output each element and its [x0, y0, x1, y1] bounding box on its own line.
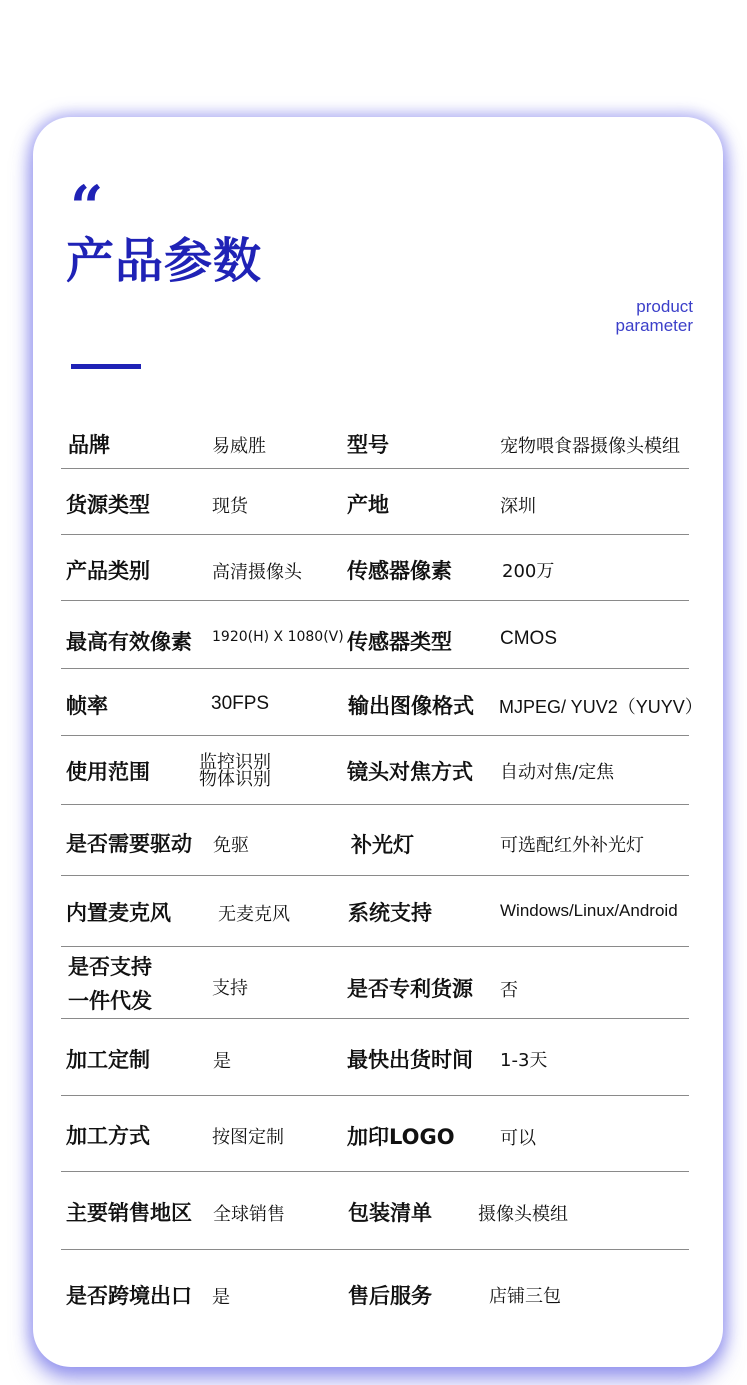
param-key: 是否专利货源: [347, 977, 473, 1001]
param-key: 加工方式: [66, 1124, 150, 1148]
row-divider: [61, 735, 689, 736]
param-key: 传感器像素: [347, 559, 452, 583]
param-key: 是否跨境出口: [66, 1284, 192, 1308]
param-value: 店铺三包: [489, 1286, 561, 1307]
row-divider: [61, 804, 689, 805]
param-value: 摄像头模组: [478, 1204, 568, 1225]
subtitle-line: product: [636, 297, 693, 316]
param-value: CMOS: [500, 628, 557, 649]
param-value-line: 物体识别: [199, 769, 271, 790]
param-value: MJPEG/ YUV2（YUYV）: [499, 697, 703, 717]
param-value: 可选配红外补光灯: [500, 835, 644, 856]
param-key: 使用范围: [66, 760, 150, 784]
row-divider: [61, 668, 689, 669]
param-key: 主要销售地区: [66, 1201, 192, 1225]
param-key: 产品类别: [66, 559, 150, 583]
param-key: 帧率: [66, 694, 108, 718]
param-value: 无麦克风: [218, 904, 290, 925]
page-title: 产品参数: [66, 233, 263, 289]
param-value: 30FPS: [211, 693, 270, 714]
row-divider: [61, 1171, 689, 1172]
param-key: 系统支持: [348, 901, 432, 925]
param-value: 深圳: [500, 496, 536, 517]
param-value: 200万: [502, 561, 555, 582]
row-divider: [61, 946, 689, 947]
param-value: [199, 754, 271, 788]
param-key: 售后服务: [348, 1284, 432, 1308]
param-value: 免驱: [213, 835, 249, 856]
param-value: 1-3天: [500, 1050, 548, 1071]
param-value-line: 监控识别: [199, 752, 271, 773]
param-key: 货源类型: [66, 493, 150, 517]
param-value: 易威胜: [212, 436, 266, 457]
param-key: 输出图像格式: [348, 694, 474, 718]
param-value: Windows/Linux/Android: [500, 901, 678, 920]
row-divider: [61, 468, 689, 469]
param-key: 产地: [347, 493, 389, 517]
title-underline: [71, 364, 141, 369]
param-value: 支持: [212, 978, 248, 999]
param-value: 现货: [212, 496, 248, 517]
param-value: 否: [500, 980, 518, 1001]
param-key: 加印LOGO: [347, 1125, 455, 1149]
param-value: 宠物喂食器摄像头模组: [500, 436, 680, 457]
param-value: 自动对焦/定焦: [500, 762, 615, 783]
row-divider: [61, 1018, 689, 1019]
param-key: 传感器类型: [347, 630, 452, 654]
param-key: 包装清单: [348, 1201, 432, 1225]
param-key: 内置麦克风: [66, 901, 171, 925]
param-value: 全球销售: [213, 1204, 285, 1225]
param-key: 加工定制: [66, 1048, 150, 1072]
param-key: 品牌: [68, 433, 110, 457]
row-divider: [61, 875, 689, 876]
param-key: [68, 950, 152, 1018]
param-key: 最快出货时间: [347, 1048, 473, 1072]
subtitle-line: parameter: [615, 316, 693, 335]
param-key: 补光灯: [351, 833, 414, 857]
param-value: 是: [213, 1051, 231, 1072]
param-key: 最高有效像素: [66, 630, 192, 654]
param-key: 镜头对焦方式: [347, 760, 473, 784]
param-key: 是否需要驱动: [66, 832, 192, 856]
param-value: 是: [212, 1287, 230, 1308]
page-subtitle: [616, 297, 693, 335]
param-key-line: 是否支持: [68, 955, 152, 979]
quote-mark-icon: “: [70, 173, 100, 241]
row-divider: [61, 534, 689, 535]
param-value: 按图定制: [212, 1127, 284, 1148]
param-value: 高清摄像头: [212, 562, 302, 583]
param-key: 型号: [347, 433, 389, 457]
param-key-line: 一件代发: [68, 989, 152, 1013]
param-value: 1920(H) X 1080(V): [212, 629, 344, 645]
row-divider: [61, 1249, 689, 1250]
param-value: 可以: [500, 1128, 536, 1149]
row-divider: [61, 600, 689, 601]
row-divider: [61, 1095, 689, 1096]
